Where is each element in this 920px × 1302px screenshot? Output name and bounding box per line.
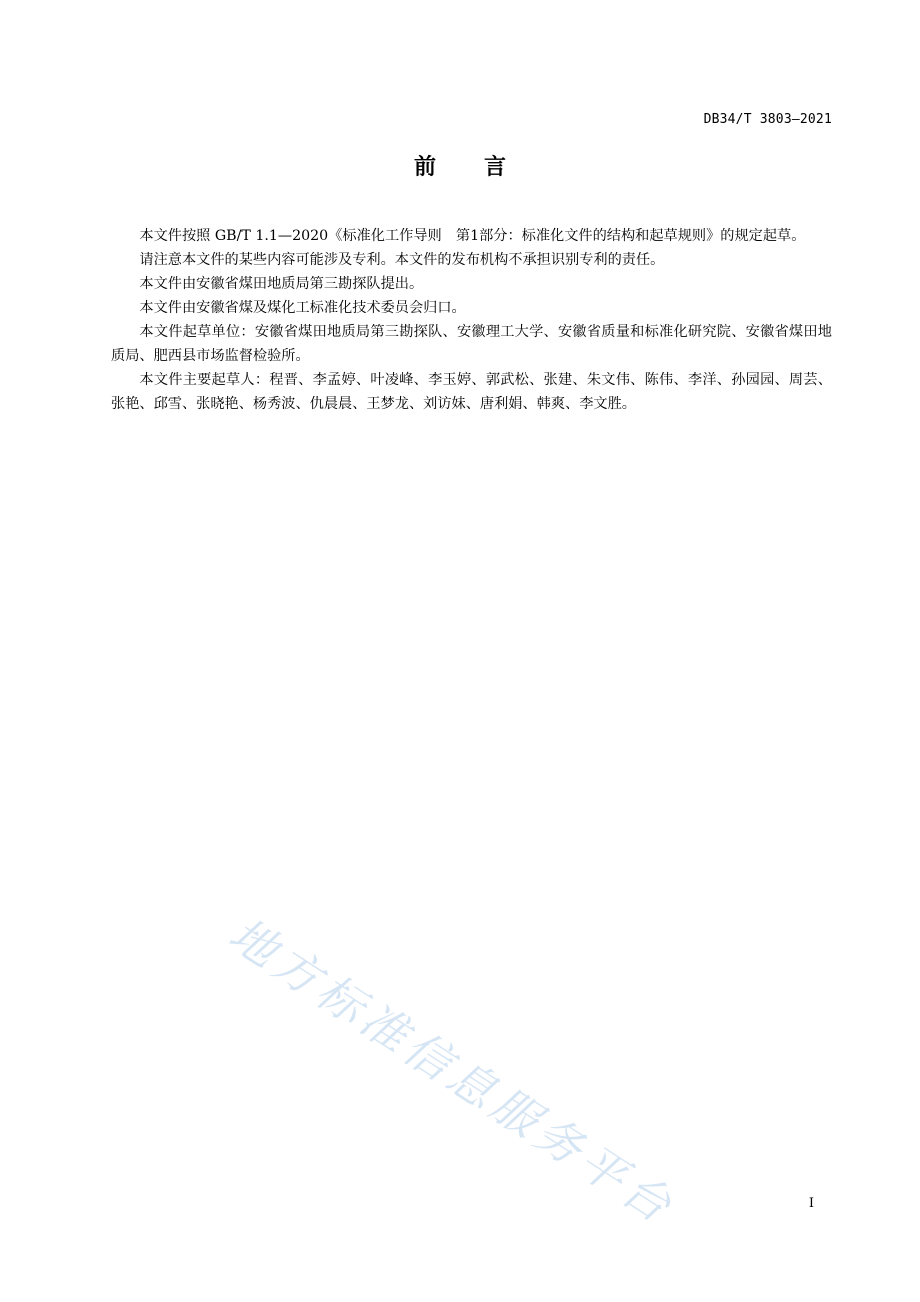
paragraph-main-drafters: 本文件主要起草人：程晋、李孟婷、叶凌峰、李玉婷、郭武松、张建、朱文伟、陈伟、李洋、孙园园、周芸、张艳、邱雪、张晓艳、杨秀波、仇晨晨、王梦龙、刘访妹、唐利娟、韩爽、李文胜。 [111,372,832,412]
paragraph-patent-notice: 请注意本文件的某些内容可能涉及专利。本文件的发布机构不承担识别专利的责任。 [139,252,665,268]
watermark: 地方标准信息服务平台 [219,906,686,1236]
page-number: I [808,1196,814,1211]
section-title: 前言 [413,155,554,180]
preface-content [111,224,832,416]
paragraph-centralized-unit: 本文件由安徽省煤及煤化工标准化技术委员会归口。 [139,300,466,316]
paragraph-drafting-units: 本文件起草单位：安徽省煤田地质局第三勘探队、安徽理工大学、安徽省质量和标准化研究院、安徽省煤田地质局、肥西县市场监督检验所。 [111,324,832,364]
paragraph-drafting-basis: 本文件按照 GB/T 1.1—2020《标准化工作导则 第1部分：标准化文件的结构和起草规则》的规定起草。 [139,228,806,244]
paragraph-proposer: 本文件由安徽省煤田地质局第三勘探队提出。 [139,276,424,292]
document-code: DB34/T 3803—2021 [703,112,832,127]
